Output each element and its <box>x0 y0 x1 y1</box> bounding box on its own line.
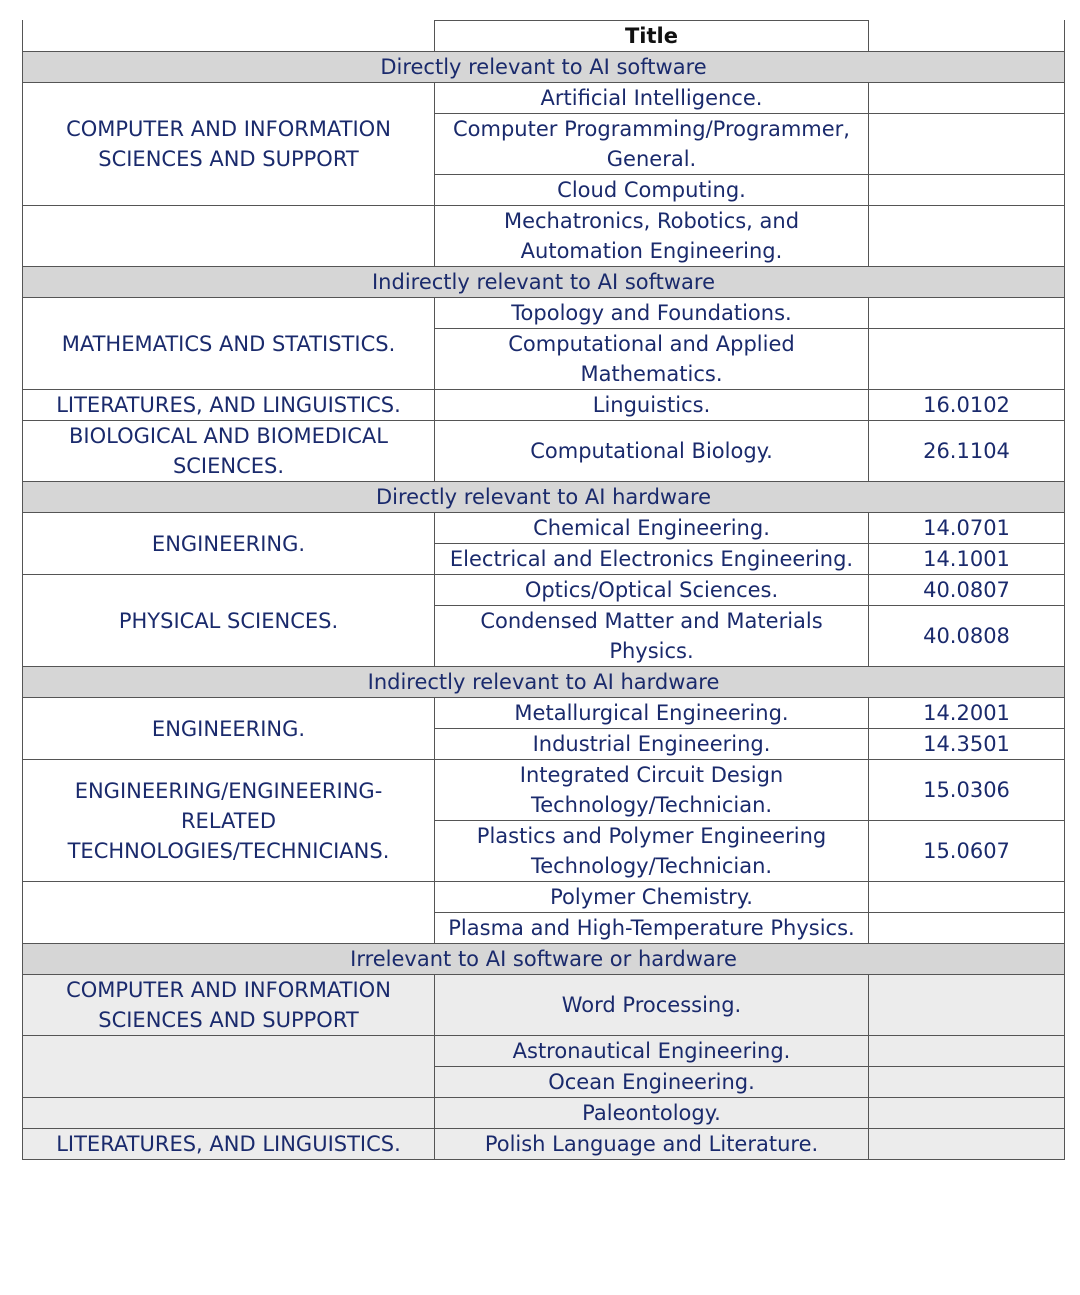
code-cell <box>869 975 1065 1036</box>
field-cell: COMPUTER AND INFORMATION SCIENCES AND SUPPORT <box>23 83 435 206</box>
code-cell <box>869 298 1065 329</box>
title-cell: Artificial Intelligence. <box>435 83 869 114</box>
table-row <box>23 390 1065 421</box>
code-cell <box>869 114 1065 175</box>
program-classification-table <box>22 20 1065 1160</box>
field-cell: ENGINEERING. <box>23 698 435 760</box>
code-cell: 14.1001 <box>869 544 1065 575</box>
code-cell <box>869 882 1065 913</box>
section-header-row <box>23 667 1065 698</box>
table-row <box>23 698 1065 729</box>
title-cell: Computational and Applied Mathematics. <box>435 329 869 390</box>
code-cell: 14.3501 <box>869 729 1065 760</box>
field-cell <box>23 1036 435 1098</box>
title-cell: Paleontology. <box>435 1098 869 1129</box>
code-cell: 15.0306 <box>869 760 1065 821</box>
title-cell: Cloud Computing. <box>435 175 869 206</box>
table-row <box>23 575 1065 606</box>
code-cell <box>869 1067 1065 1098</box>
title-cell: Astronautical Engineering. <box>435 1036 869 1067</box>
table-row <box>23 975 1065 1036</box>
section-label: Irrelevant to AI software or hardware <box>23 944 1065 975</box>
title-cell: Plasma and High-Temperature Physics. <box>435 913 869 944</box>
section-header-row <box>23 944 1065 975</box>
table-body <box>23 52 1065 1160</box>
code-cell <box>869 1036 1065 1067</box>
code-cell <box>869 175 1065 206</box>
field-cell: LITERATURES, AND LINGUISTICS. <box>23 1129 435 1160</box>
code-cell: 14.0701 <box>869 513 1065 544</box>
code-cell: 15.0607 <box>869 821 1065 882</box>
code-cell <box>869 206 1065 267</box>
document-page <box>22 20 1064 1160</box>
title-cell: Polymer Chemistry. <box>435 882 869 913</box>
code-cell: 26.1104 <box>869 421 1065 482</box>
title-cell: Metallurgical Engineering. <box>435 698 869 729</box>
title-cell: Word Processing. <box>435 975 869 1036</box>
title-cell: Chemical Engineering. <box>435 513 869 544</box>
title-cell: Computer Programming/Programmer, General. <box>435 114 869 175</box>
field-cell <box>23 1098 435 1129</box>
field-cell <box>23 206 435 267</box>
table-row <box>23 206 1065 267</box>
code-cell: 14.2001 <box>869 698 1065 729</box>
field-cell: BIOLOGICAL AND BIOMEDICAL SCIENCES. <box>23 421 435 482</box>
table-row <box>23 882 1065 913</box>
header-title-cell: Title <box>435 21 869 52</box>
header-code-cell <box>869 21 1065 52</box>
title-cell: Plastics and Polymer Engineering Technology/Technician. <box>435 821 869 882</box>
table-row <box>23 83 1065 114</box>
code-cell: 40.0808 <box>869 606 1065 667</box>
title-cell: Computational Biology. <box>435 421 869 482</box>
title-cell: Optics/Optical Sciences. <box>435 575 869 606</box>
title-cell: Linguistics. <box>435 390 869 421</box>
code-cell: 16.0102 <box>869 390 1065 421</box>
title-cell: Electrical and Electronics Engineering. <box>435 544 869 575</box>
code-cell <box>869 913 1065 944</box>
code-cell <box>869 1098 1065 1129</box>
field-cell <box>23 882 435 944</box>
table-row <box>23 760 1065 821</box>
table-row <box>23 1098 1065 1129</box>
field-cell: MATHEMATICS AND STATISTICS. <box>23 298 435 390</box>
table-row <box>23 298 1065 329</box>
section-label: Indirectly relevant to AI hardware <box>23 667 1065 698</box>
field-cell: ENGINEERING. <box>23 513 435 575</box>
code-cell <box>869 1129 1065 1160</box>
header-field-cell <box>23 21 435 52</box>
table-row <box>23 1129 1065 1160</box>
field-cell: ENGINEERING/ENGINEERING-RELATED TECHNOLOGIES/TECHNICIANS. <box>23 760 435 882</box>
header-row <box>23 21 1065 52</box>
field-cell: LITERATURES, AND LINGUISTICS. <box>23 390 435 421</box>
section-header-row <box>23 52 1065 83</box>
title-cell: Integrated Circuit Design Technology/Technician. <box>435 760 869 821</box>
section-label: Directly relevant to AI hardware <box>23 482 1065 513</box>
table-row <box>23 421 1065 482</box>
section-label: Indirectly relevant to AI software <box>23 267 1065 298</box>
code-cell: 40.0807 <box>869 575 1065 606</box>
field-cell: COMPUTER AND INFORMATION SCIENCES AND SUPPORT <box>23 975 435 1036</box>
code-cell <box>869 83 1065 114</box>
title-cell: Mechatronics, Robotics, and Automation Engineering. <box>435 206 869 267</box>
code-cell <box>869 329 1065 390</box>
table-row <box>23 513 1065 544</box>
section-label: Directly relevant to AI software <box>23 52 1065 83</box>
section-header-row <box>23 267 1065 298</box>
title-cell: Industrial Engineering. <box>435 729 869 760</box>
title-cell: Polish Language and Literature. <box>435 1129 869 1160</box>
field-cell: PHYSICAL SCIENCES. <box>23 575 435 667</box>
title-cell: Topology and Foundations. <box>435 298 869 329</box>
section-header-row <box>23 482 1065 513</box>
title-cell: Ocean Engineering. <box>435 1067 869 1098</box>
table-row <box>23 1036 1065 1067</box>
title-cell: Condensed Matter and Materials Physics. <box>435 606 869 667</box>
